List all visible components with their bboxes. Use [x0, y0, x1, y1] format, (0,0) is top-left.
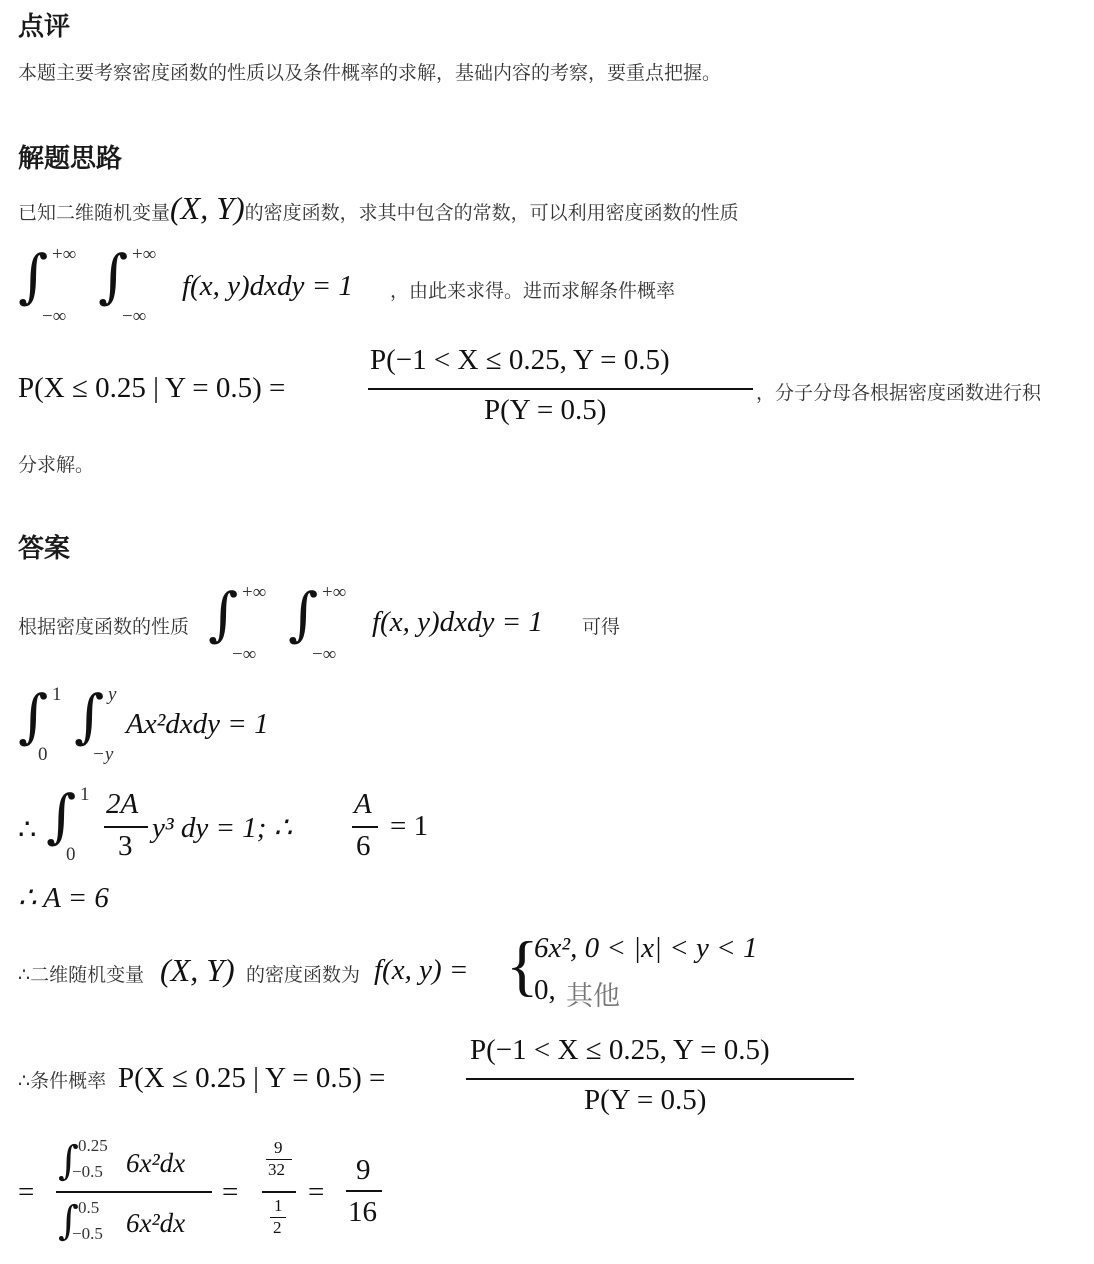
final-den-integrand: 6x²dx — [126, 1208, 186, 1238]
final-num-frac-num: 9 — [274, 1138, 283, 1157]
answer-integral-sign-2: ∫ — [288, 580, 319, 648]
approach-frac-bar — [368, 388, 753, 390]
review-heading: 点评 — [18, 12, 71, 42]
density-case-2-math: 0, — [534, 974, 556, 1006]
approach-line2-suffix: ，由此来求得。进而求解条件概率 — [390, 280, 676, 302]
integral-upper-2: +∞ — [132, 244, 157, 265]
eq2-frac2-bar — [352, 826, 378, 828]
integral-lower-1: −∞ — [42, 306, 67, 327]
final-num-upper: 0.25 — [78, 1136, 108, 1155]
density-case-2-text: 其他 — [566, 981, 620, 1012]
approach-line1-prefix: 已知二维随机变量 — [18, 202, 171, 224]
final-den-frac-den: 2 — [273, 1218, 282, 1237]
answer-conditional — [18, 1032, 878, 1124]
eq1-upper-1: 1 — [52, 684, 62, 705]
eq2-end: = 1 — [390, 810, 429, 842]
approach-line-1 — [18, 190, 739, 230]
final-num-integrand: 6x²dx — [126, 1148, 186, 1178]
approach-line1-suffix: 的密度函数，求其中包含的常数，可以利用密度函数的性质 — [244, 202, 739, 224]
eq1-lower-1: 0 — [38, 744, 48, 765]
cond-prefix: ∴条件概率 — [18, 1070, 107, 1092]
approach-line-4: 分求解。 — [18, 454, 95, 476]
answer-line-1 — [18, 580, 738, 670]
answer-eq-1 — [18, 682, 418, 772]
answer-final — [18, 1136, 438, 1252]
final-den-frac-num: 1 — [274, 1196, 283, 1215]
approach-cond-num: P(−1 < X ≤ 0.25, Y = 0.5) — [370, 344, 670, 376]
approach-line3-suffix: ，分子分母各根据密度函数进行积 — [756, 382, 1042, 404]
eq2-lower: 0 — [66, 844, 76, 865]
cond-frac-bar — [466, 1078, 854, 1080]
eq1-integrand: Ax²dxdy = 1 — [126, 708, 269, 740]
final-den-lower: −0.5 — [72, 1224, 103, 1243]
density-case-1: 6x², 0 < |x| < y < 1 — [534, 932, 758, 964]
answer-line1-prefix: 根据密度函数的性质 — [18, 616, 190, 638]
eq1-lower-2: −y — [92, 744, 114, 765]
density-mid: 的密度函数为 — [246, 964, 361, 986]
approach-line1-math: (X, Y) — [170, 190, 245, 226]
approach-heading: 解题思路 — [18, 144, 123, 174]
eq1-upper-2: y — [108, 684, 117, 705]
integral-upper-1: +∞ — [52, 244, 77, 265]
eq1-integral-sign-1: ∫ — [18, 682, 49, 750]
density-brace: { — [506, 927, 539, 1003]
integral-lower-2: −∞ — [122, 306, 147, 327]
answer-line1-integrand: f(x, y)dxdy = 1 — [372, 606, 543, 638]
approach-integrand: f(x, y)dxdy = 1 — [182, 270, 353, 302]
answer-integral-lower-2: −∞ — [312, 644, 337, 665]
result-num: 9 — [356, 1154, 371, 1186]
approach-double-integral — [18, 242, 738, 332]
final-num-integral-sign: ∫ — [58, 1138, 79, 1184]
eq1-integral-sign-2: ∫ — [74, 682, 105, 750]
result-den: 16 — [348, 1196, 377, 1228]
eq2-mid: y³ dy = 1; ∴ — [152, 812, 293, 844]
integral-sign-1: ∫ — [18, 242, 49, 310]
answer-density — [18, 927, 838, 1016]
integral-sign-2: ∫ — [98, 242, 129, 310]
result-frac-bar — [346, 1190, 382, 1192]
eq2-integral-sign: ∫ — [46, 782, 77, 850]
answer-eq-2 — [18, 782, 518, 872]
final-den-integral-sign: ∫ — [58, 1198, 79, 1244]
answer-heading: 答案 — [18, 534, 71, 564]
final-num-lower: −0.5 — [72, 1162, 103, 1181]
final-num-frac-den: 32 — [268, 1160, 285, 1179]
density-prefix: ∴二维随机变量 — [18, 964, 145, 986]
final-frac-bar-2 — [262, 1191, 296, 1193]
answer-integral-sign-1: ∫ — [208, 580, 239, 648]
approach-cond-lhs: P(X ≤ 0.25 | Y = 0.5) = — [18, 372, 286, 404]
approach-conditional — [18, 342, 1088, 434]
eq2-therefore: ∴ — [18, 814, 37, 846]
answer-integral-lower-1: −∞ — [232, 644, 257, 665]
answer-integral-upper-1: +∞ — [242, 582, 267, 603]
eq2-frac-num: 2A — [106, 788, 139, 820]
eq2-frac2-num: A — [354, 788, 372, 820]
final-den-upper: 0.5 — [78, 1198, 100, 1217]
eq2-frac-den: 3 — [118, 830, 133, 862]
final-frac-bar-1 — [56, 1191, 212, 1193]
eq2-frac2-den: 6 — [356, 830, 371, 862]
cond-lhs: P(X ≤ 0.25 | Y = 0.5) = — [118, 1062, 386, 1094]
answer-eq-3: ∴ A = 6 — [18, 882, 109, 914]
eq2-upper: 1 — [80, 784, 90, 805]
eq2-frac-bar — [104, 826, 148, 828]
final-equals-3: = — [308, 1176, 325, 1208]
cond-den: P(Y = 0.5) — [584, 1084, 707, 1116]
density-f: f(x, y) = — [374, 954, 469, 986]
density-var: (X, Y) — [160, 952, 235, 988]
approach-cond-den: P(Y = 0.5) — [484, 394, 607, 426]
final-equals-1: = — [18, 1176, 35, 1208]
cond-num: P(−1 < X ≤ 0.25, Y = 0.5) — [470, 1034, 770, 1066]
answer-line1-suffix: 可得 — [582, 616, 621, 638]
final-equals-2: = — [222, 1176, 239, 1208]
review-text: 本题主要考察密度函数的性质以及条件概率的求解，基础内容的考察，要重点把握。 — [18, 62, 722, 84]
answer-integral-upper-2: +∞ — [322, 582, 347, 603]
